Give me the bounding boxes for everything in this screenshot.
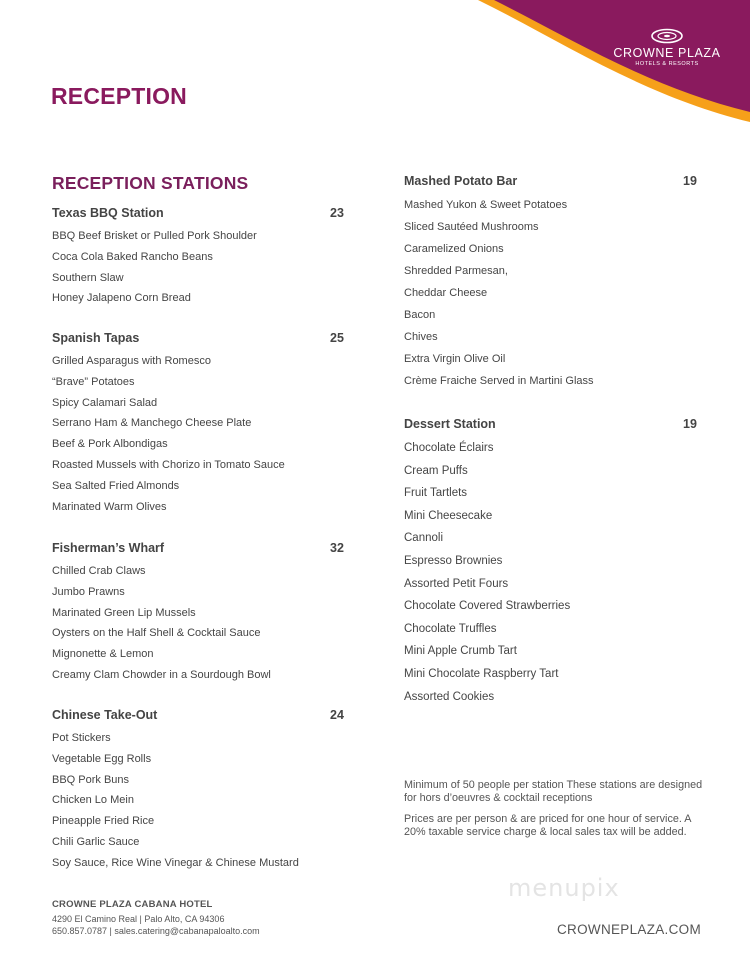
website-link[interactable]: CROWNEPLAZA.COM <box>557 922 702 937</box>
station-chinese-take-out <box>52 708 345 874</box>
menu-item: Oysters on the Half Shell & Cocktail Sauce <box>52 627 261 640</box>
menu-item: Sliced Sautéed Mushrooms <box>404 221 539 233</box>
station-dessert <box>404 417 697 708</box>
menu-item: Cheddar Cheese <box>404 287 488 299</box>
station-name: Texas BBQ Station <box>52 206 164 220</box>
menu-item: Vegetable Egg Rolls <box>52 752 152 765</box>
menu-item: Extra Virgin Olive Oil <box>404 353 506 365</box>
station-items <box>404 437 697 708</box>
menu-item: Creamy Clam Chowder in a Sourdough Bowl <box>52 668 271 681</box>
page-title: RECEPTION <box>51 83 187 109</box>
station-price: 19 <box>683 174 697 188</box>
section-title: RECEPTION STATIONS <box>52 173 249 193</box>
menu-item: Marinated Warm Olives <box>52 500 167 513</box>
menupix-watermark: menupix <box>508 874 620 902</box>
station-price: 23 <box>330 206 344 220</box>
menu-item: Mini Chocolate Raspberry Tart <box>404 667 559 680</box>
hotel-address: 4290 El Camino Real | Palo Alto, CA 94306 <box>52 914 225 924</box>
menu-item: Mini Cheesecake <box>404 509 493 522</box>
menu-item: Chicken Lo Mein <box>52 794 134 807</box>
station-items <box>52 561 345 686</box>
station-name: Fisherman’s Wharf <box>52 541 165 555</box>
menu-item: Serrano Ham & Manchego Cheese Plate <box>52 417 252 430</box>
station-name: Dessert Station <box>404 417 496 431</box>
footer-contact <box>52 899 260 937</box>
menu-item: BBQ Beef Brisket or Pulled Pork Shoulder <box>52 230 257 242</box>
station-mashed-potato-bar <box>404 174 697 392</box>
brand-tagline: HOTELS & RESORTS <box>635 61 699 67</box>
menu-item: Chilled Crab Claws <box>52 565 146 577</box>
menu-item: Chocolate Covered Strawberries <box>404 600 571 613</box>
station-spanish-tapas <box>52 331 345 517</box>
menu-item: Spicy Calamari Salad <box>52 396 158 409</box>
menu-item: Espresso Brownies <box>404 554 503 567</box>
menu-item: BBQ Pork Buns <box>52 773 130 786</box>
menu-item: Jumbo Prawns <box>52 585 125 598</box>
station-price: 25 <box>330 331 344 345</box>
menu-item: Chili Garlic Sauce <box>52 835 140 848</box>
menu-item: Chives <box>404 331 438 343</box>
menu-item: “Brave” Potatoes <box>52 375 135 388</box>
menu-item: Bacon <box>404 309 436 321</box>
minimum-note: Minimum of 50 people per station These stations are designed for hors d’oeuvres & cocktail receptions <box>404 779 703 804</box>
crown-icon <box>650 28 684 44</box>
station-price: 32 <box>330 541 344 555</box>
station-name: Mashed Potato Bar <box>404 174 518 188</box>
menu-item: Pineapple Fried Rice <box>52 815 155 828</box>
menu-item: Marinated Green Lip Mussels <box>52 606 196 619</box>
menu-item: Soy Sauce, Rice Wine Vinegar & Chinese Mustard <box>52 856 299 869</box>
menu-item: Mini Apple Crumb Tart <box>404 645 517 658</box>
menu-item: Roasted Mussels with Chorizo in Tomato Sauce <box>52 458 285 471</box>
menu-item: Cannoli <box>404 532 443 545</box>
hotel-contact: 650.857.0787 | sales.catering@cabanapaloalto.com <box>52 926 260 936</box>
station-fishermans-wharf <box>52 541 345 686</box>
menu-item: Grilled Asparagus with Romesco <box>52 355 211 367</box>
station-texas-bbq <box>52 206 345 309</box>
menu-item: Southern Slaw <box>52 271 124 284</box>
menu-item: Caramelized Onions <box>404 243 504 255</box>
station-items <box>52 226 345 309</box>
station-name: Chinese Take-Out <box>52 708 158 722</box>
menu-item: Mignonette & Lemon <box>52 648 154 661</box>
menu-item: Chocolate Truffles <box>404 622 497 635</box>
station-items <box>52 728 345 874</box>
pricing-note: Prices are per person & are priced for one hour of service. A 20% taxable service charge & local sales tax will be added. <box>404 813 691 838</box>
station-notes <box>404 779 704 839</box>
menu-item: Mashed Yukon & Sweet Potatoes <box>404 199 568 211</box>
station-name: Spanish Tapas <box>52 331 140 345</box>
header-swoosh <box>0 0 750 140</box>
menu-item: Fruit Tartlets <box>404 487 468 500</box>
menu-item: Sea Salted Fried Almonds <box>52 479 180 492</box>
brand-name: CROWNE PLAZA <box>613 46 721 60</box>
menu-item: Cream Puffs <box>404 464 468 477</box>
station-price: 19 <box>683 417 697 431</box>
menu-item: Beef & Pork Albondigas <box>52 438 168 451</box>
menu-item: Assorted Cookies <box>404 690 495 703</box>
station-items <box>52 351 345 517</box>
menu-item: Crème Fraiche Served in Martini Glass <box>404 375 594 387</box>
menu-item: Honey Jalapeno Corn Bread <box>52 292 191 305</box>
menu-item: Shredded Parmesan, <box>404 265 508 277</box>
menu-item: Chocolate Éclairs <box>404 442 494 454</box>
brand-logo <box>612 28 722 67</box>
menu-item: Coca Cola Baked Rancho Beans <box>52 250 213 263</box>
hotel-name: CROWNE PLAZA CABANA HOTEL <box>52 899 213 910</box>
station-price: 24 <box>330 708 344 722</box>
station-items <box>404 194 697 392</box>
menu-item: Pot Stickers <box>52 732 111 744</box>
menu-item: Assorted Petit Fours <box>404 577 509 590</box>
